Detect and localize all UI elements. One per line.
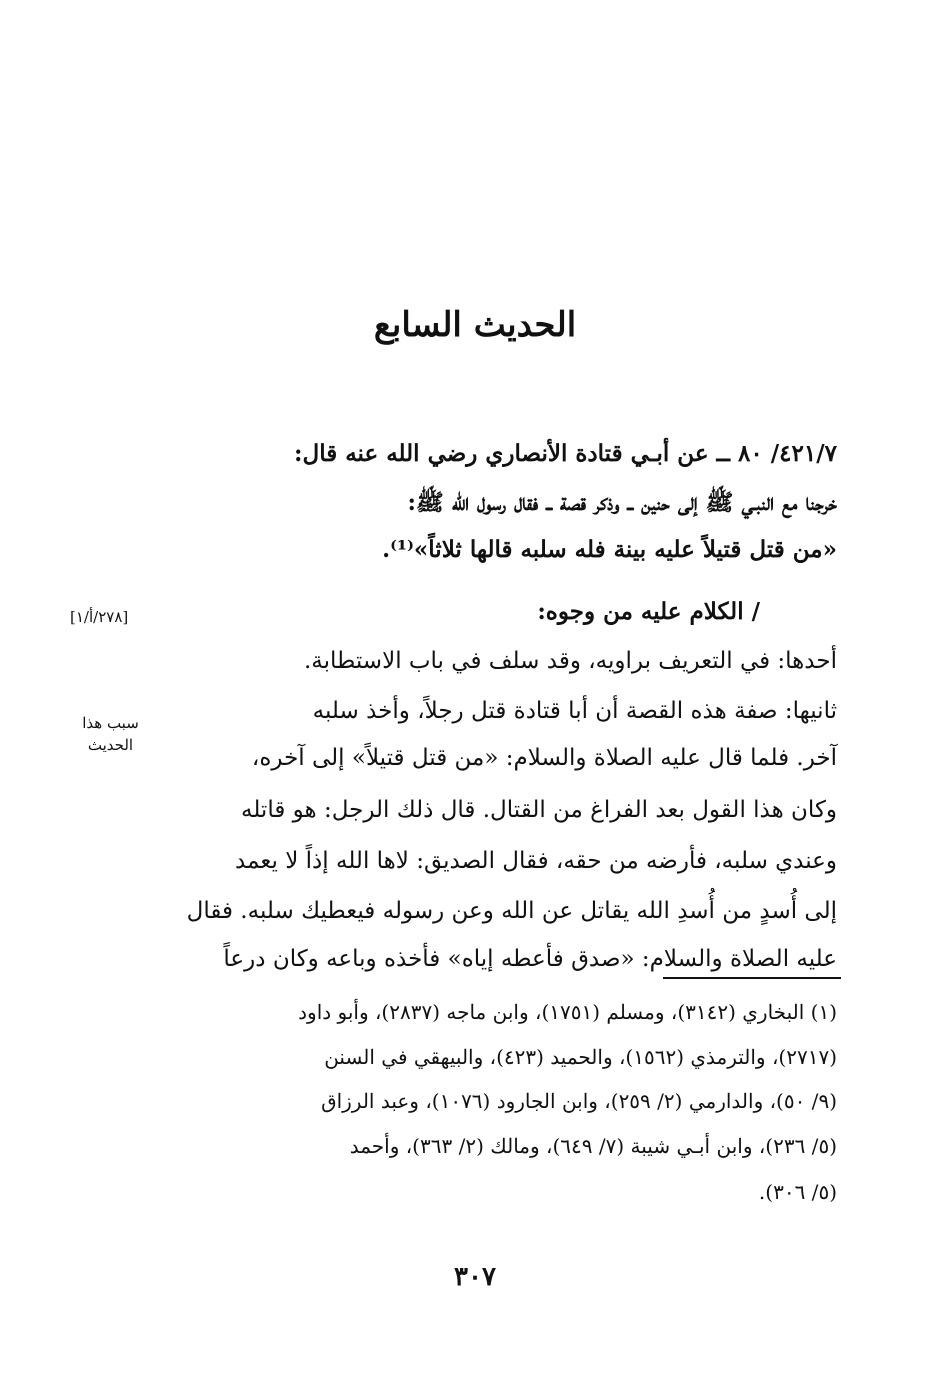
footnote-line-4: (٥/ ٢٣٦)، وابن أبـي شيبة (٧/ ٦٤٩)، ومالك (٢/ ٣٦٣)، وأحمد [349,1134,837,1158]
commentary-line-6: إلى أُسدٍ من أُسدِ الله يقاتل عن الله وعن رسوله فيعطيك سلبه. فقال [186,898,837,924]
hadith-line-2: خرجنا مع النبـي ﷺ إلى حنين ــ وذكر قصة ــ فقال رسول الله ﷺ: [407,489,837,516]
commentary-line-3: آخر. فلما قال عليه الصلاة والسلام: «من قتل قتيلاً» إلى آخره، [251,745,837,771]
footnote-separator [663,977,841,979]
footnote-line-5: (٥/ ٣٠٦). [758,1180,837,1204]
margin-note-line-2: الحديث [87,736,134,754]
commentary-line-7: عليه الصلاة والسلام: «صدق فأعطه إياه» فأخذه وباعه وكان درعاً [223,946,837,972]
chapter-title: الحديث السابع [373,305,577,345]
hadith-line-3: «من قتل قتيلاً عليه بينة فله سلبه قالها ثلاثاً»⁽¹⁾. [382,536,837,563]
commentary-second: ثانيها: صفة هذه القصة أن أبا قتادة قتل رجلاً، وأخذ سلبه [312,698,837,724]
manuscript-page-reference: [٢٧٨/أ/١] [70,608,129,626]
footnote-line-2: (٢٧١٧)، والترمذي (١٥٦٢)، والحميد (٤٢٣)، والبيهقي في السنن [324,1045,837,1069]
hadith-line-1: ٤٢١/٧/ ٨٠ ــ عن أبـي قتادة الأنصاري رضي الله عنه قال: [294,440,837,467]
commentary-first: أحدها: في التعريف براويه، وقد سلف في باب الاستطابة. [303,648,837,674]
footnote-line-1: (١) البخاري (٣١٤٢)، ومسلم (١٧٥١)، وابن ماجه (٢٨٣٧)، وأبو داود [298,1000,837,1024]
commentary-heading: / الكلام عليه من وجوه: [537,598,760,625]
margin-note-line-1: سبب هذا [82,714,139,732]
footnote-line-3: (٩/ ٥٠)، والدارمي (٢/ ٢٥٩)، وابن الجارود (١٠٧٦)، وعبد الرزاق [321,1089,837,1113]
commentary-line-5: وعندي سلبه، فأرضه من حقه، فقال الصديق: لاها الله إذاً لا يعمد [235,848,837,874]
commentary-line-4: وكان هذا القول بعد الفراغ من القتال. قال ذلك الرجل: هو قاتله [240,797,837,823]
page-number: ٣٠٧ [454,1262,496,1292]
margin-note [58,712,163,756]
